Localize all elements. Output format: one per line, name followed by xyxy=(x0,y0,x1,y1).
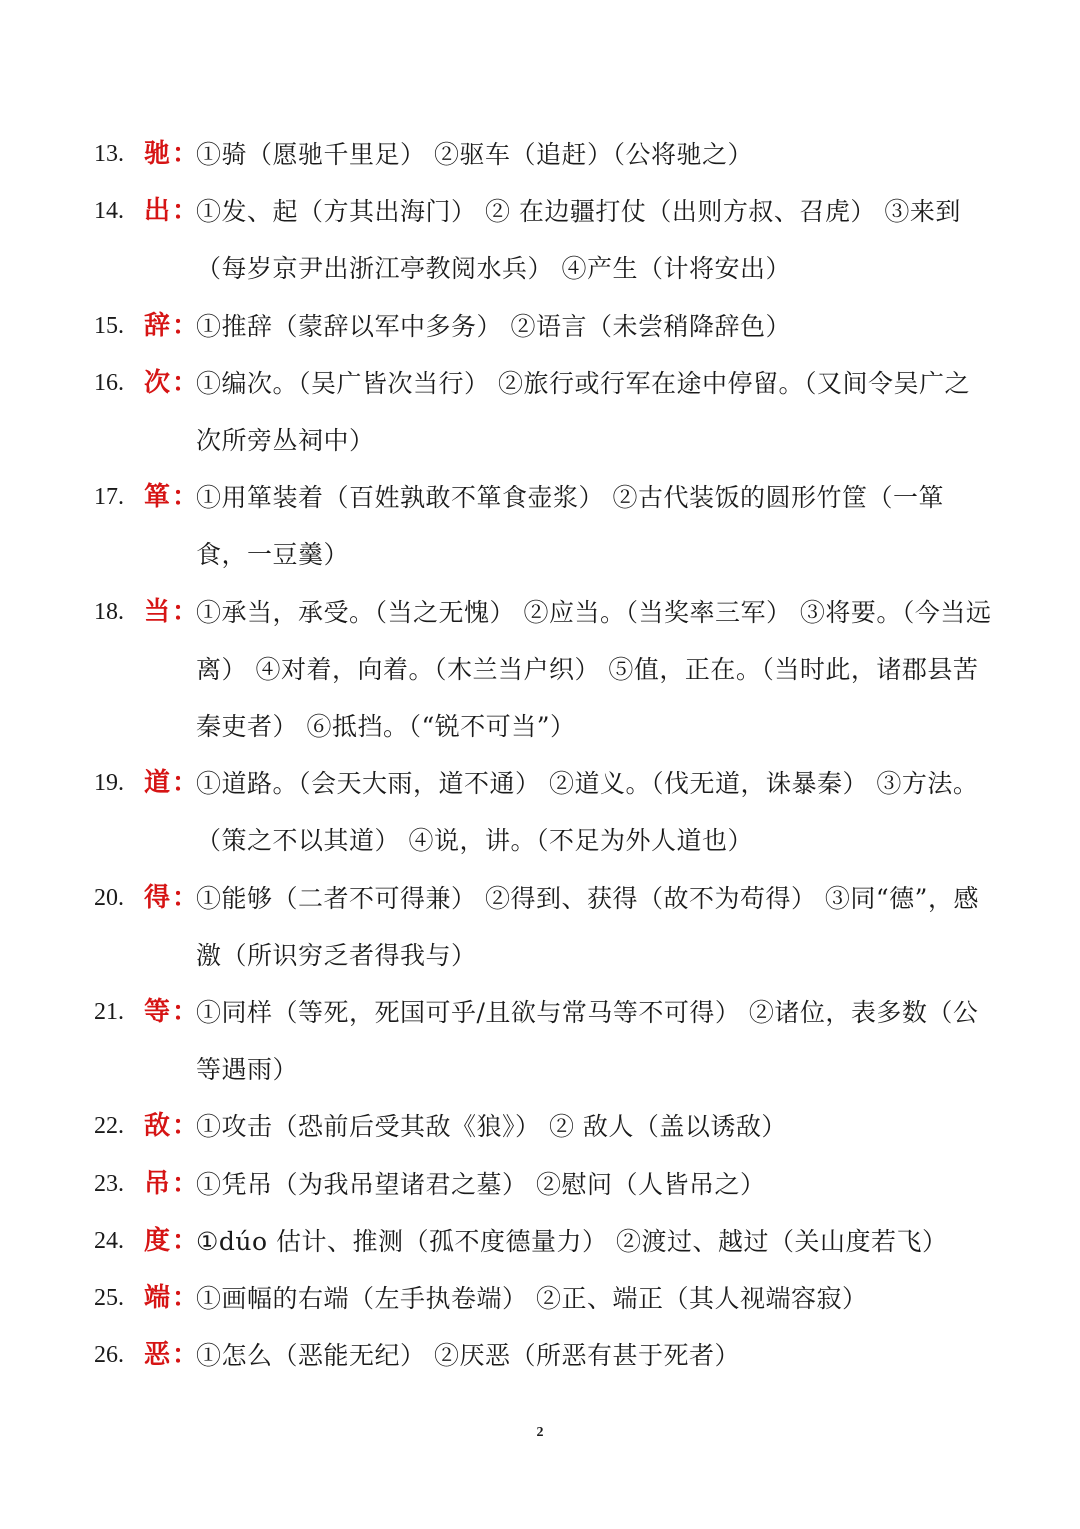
headword-colon: ： xyxy=(172,139,199,169)
entry-definition: ①怎么（恶能无纪） ②厌恶（所恶有甚于死者） xyxy=(196,1341,740,1371)
entry-headword xyxy=(144,755,199,812)
entry-row xyxy=(94,1213,994,1270)
headword-colon: ： xyxy=(172,997,199,1028)
entry-row xyxy=(94,870,994,984)
entry-number: 18. xyxy=(94,598,124,625)
entry-row xyxy=(94,1156,994,1213)
entry-number: 24. xyxy=(94,1227,124,1254)
headword-char: 敌 xyxy=(144,1111,171,1142)
headword-char: 出 xyxy=(144,196,171,227)
entry-number: 25. xyxy=(94,1285,124,1312)
entry-row xyxy=(94,1327,994,1384)
headword-char: 得 xyxy=(144,882,171,913)
entry-definition: ①骑（愿驰千里足） ②驱车（追赶）（公将驰之） xyxy=(196,140,753,169)
entry-number: 23. xyxy=(94,1170,124,1197)
headword-char: 驰 xyxy=(144,139,171,169)
headword-colon: ： xyxy=(172,882,199,913)
headword-char: 次 xyxy=(144,367,171,398)
entry-definition: ①攻击（恐前后受其敌《狼》） ② 敌人（盖以诱敌） xyxy=(196,1112,787,1142)
entry-row xyxy=(94,298,994,355)
entry-headword xyxy=(144,183,199,240)
entry-definition: ①发、起（方其出海门） ② 在边疆打仗（出则方叔、召虎） ③来到（每岁京尹出浙江亭教阅水兵） ④产生（计将安出） xyxy=(196,197,961,284)
entry-number: 14. xyxy=(94,198,124,225)
entry-definition: ①dúo 估计、推测（孤不度德量力） ②渡过、越过（关山度若飞） xyxy=(196,1226,948,1256)
entry-headword xyxy=(144,126,199,183)
entry-row xyxy=(94,183,994,297)
page-number: 2 xyxy=(536,1425,544,1440)
headword-char: 恶 xyxy=(144,1340,171,1371)
headword-colon: ： xyxy=(172,768,199,799)
headword-colon: ： xyxy=(172,367,199,398)
entry-headword xyxy=(144,1213,199,1270)
headword-colon: ： xyxy=(172,1225,199,1256)
entry-headword xyxy=(144,298,199,355)
headword-colon: ： xyxy=(172,596,199,627)
entry-headword xyxy=(144,355,199,412)
headword-char: 端 xyxy=(144,1283,171,1314)
entry-definition: ①同样（等死，死国可乎/且欲与常马等不可得） ②诸位，表多数（公等遇雨） xyxy=(196,998,979,1085)
headword-char: 度 xyxy=(144,1225,171,1256)
entry-number: 20. xyxy=(94,884,124,911)
entry-headword xyxy=(144,1270,199,1327)
entry-row xyxy=(94,1098,994,1155)
headword-char: 当 xyxy=(144,596,171,627)
entry-row xyxy=(94,126,994,183)
entry-definition: ①编次。（吴广皆次当行） ②旅行或行军在途中停留。（又间令吴广之次所旁丛祠中） xyxy=(196,368,970,456)
headword-char: 道 xyxy=(144,768,171,799)
entry-number: 17. xyxy=(94,484,124,511)
entry-number: 21. xyxy=(94,999,124,1026)
entry-headword xyxy=(144,584,199,641)
headword-colon: ： xyxy=(172,1168,199,1199)
entry-row xyxy=(94,984,994,1098)
entry-definition: ①承当，承受。（当之无愧） ②应当。（当奖率三军） ③将要。（今当远离） ④对着，向着。（木兰当户织） ⑤值，正在。（当时此，诸郡县苦秦吏者） ⑥抵挡。（“锐不可当”） xyxy=(196,597,992,742)
headword-char: 等 xyxy=(144,997,171,1028)
headword-colon: ： xyxy=(172,1283,199,1314)
entry-definition: ①画幅的右端（左手执卷端） ②正、端正（其人视端容寂） xyxy=(196,1284,868,1314)
entry-definition: ①推辞（蒙辞以军中多务） ②语言（未尝稍降辞色） xyxy=(196,311,791,341)
entry-definition: ①凭吊（为我吊望诸君之墓） ②慰问（人皆吊之） xyxy=(196,1169,766,1199)
headword-colon: ： xyxy=(172,1340,199,1371)
entry-definition: ①用箪装着（百姓孰敢不箪食壶浆） ②古代装饭的圆形竹筐（一箪食，一豆羹） xyxy=(196,483,944,570)
entry-headword xyxy=(144,1156,199,1213)
entry-number: 22. xyxy=(94,1113,124,1140)
entry-number: 13. xyxy=(94,141,124,167)
headword-colon: ： xyxy=(172,310,199,341)
entry-number: 26. xyxy=(94,1342,124,1369)
entry-headword xyxy=(144,870,199,927)
entry-row xyxy=(94,1270,994,1327)
entry-list xyxy=(94,126,994,1384)
headword-char: 吊 xyxy=(144,1168,171,1199)
headword-colon: ： xyxy=(172,1111,199,1142)
entry-row xyxy=(94,469,994,583)
entry-headword xyxy=(144,1327,199,1384)
entry-number: 15. xyxy=(94,312,124,339)
headword-char: 箪 xyxy=(144,482,171,513)
entry-row xyxy=(94,755,994,869)
headword-char: 辞 xyxy=(144,310,171,341)
entry-headword xyxy=(144,1098,199,1155)
entry-number: 19. xyxy=(94,770,124,797)
entry-definition: ①道路。（会天大雨，道不通） ②道义。（伐无道，诛暴秦） ③方法。（策之不以其道） ④说，讲。（不足为外人道也） xyxy=(196,769,979,856)
entry-definition: ①能够（二者不可得兼） ②得到、获得（故不为苟得） ③同“德”，感激（所识穷乏者得我与） xyxy=(196,883,979,970)
entry-headword xyxy=(144,469,199,526)
entry-row xyxy=(94,584,994,756)
headword-colon: ： xyxy=(172,196,199,227)
entry-headword xyxy=(144,984,199,1041)
entry-number: 16. xyxy=(94,369,124,396)
headword-colon: ： xyxy=(172,482,199,513)
entry-row xyxy=(94,355,994,469)
